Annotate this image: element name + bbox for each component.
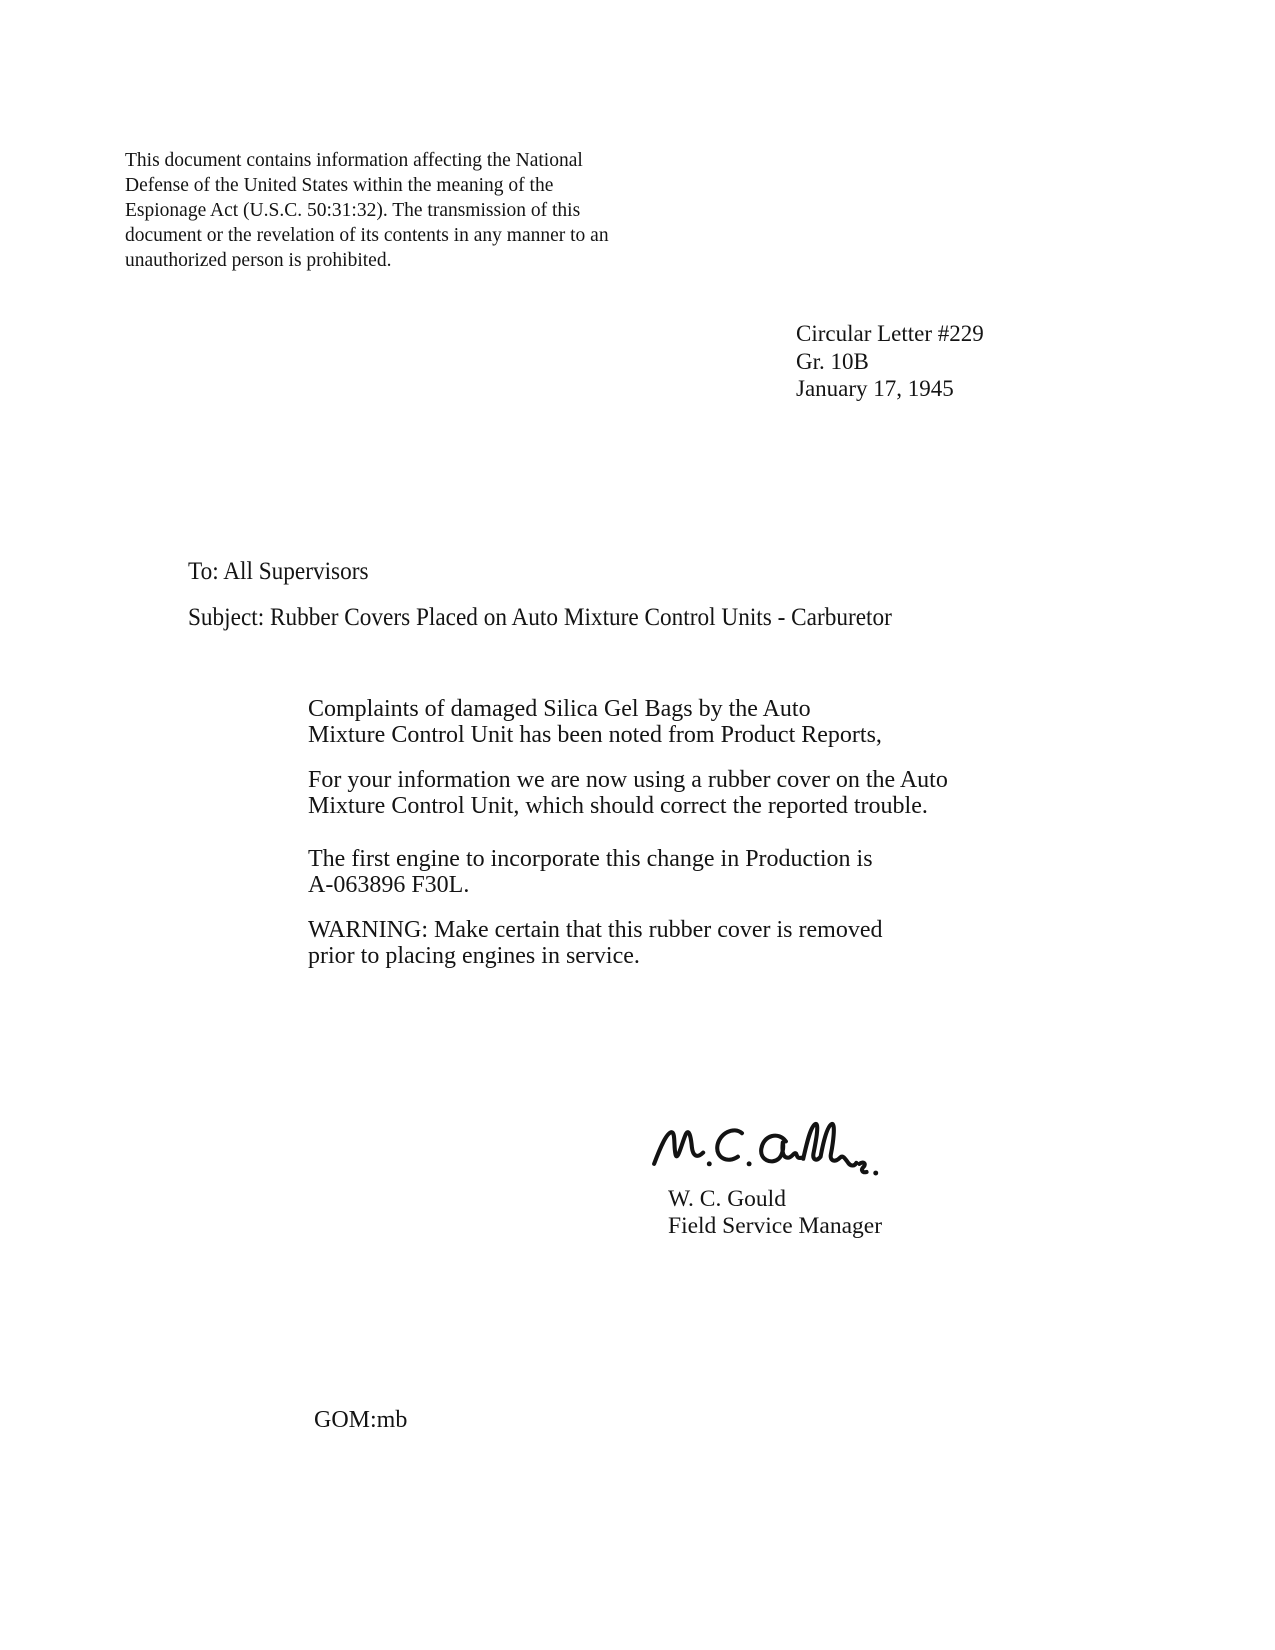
body-paragraph-4 xyxy=(308,918,883,969)
classification-notice xyxy=(125,148,609,273)
paragraph-line: A-063896 F30L. xyxy=(308,871,470,898)
signature-block xyxy=(668,1186,882,1239)
signature-icon xyxy=(648,1110,888,1185)
notice-line: unauthorized person is prohibited. xyxy=(125,250,392,271)
group-number: Gr. 10B xyxy=(796,348,869,374)
signer-title: Field Service Manager xyxy=(668,1212,883,1239)
paragraph-line: Mixture Control Unit, which should correct the reported trouble. xyxy=(308,792,928,819)
paragraph-line: Complaints of damaged Silica Gel Bags by the Auto xyxy=(308,696,811,722)
notice-line: Espionage Act (U.S.C. 50:31:32). The transmission of this xyxy=(125,200,581,221)
circular-letter-number: Circular Letter #229 xyxy=(796,321,984,346)
paragraph-line: WARNING: Make certain that this rubber cover is removed xyxy=(308,917,883,943)
to-line: To: All Supervisors xyxy=(188,558,369,585)
notice-line: document or the revelation of its contents in any manner to an xyxy=(125,225,609,246)
paragraph-line: Mixture Control Unit has been noted from Product Reports, xyxy=(308,721,882,748)
body-paragraph-1 xyxy=(308,697,882,748)
letter-date: January 17, 1945 xyxy=(796,376,954,401)
signer-name: W. C. Gould xyxy=(668,1186,786,1212)
body-paragraph-3 xyxy=(308,847,873,898)
letter-header xyxy=(796,320,984,403)
subject-line: Subject: Rubber Covers Placed on Auto Mixture Control Units - Carburetor xyxy=(188,604,892,631)
handwritten-signature xyxy=(648,1110,888,1185)
paragraph-line: For your information we are now using a rubber cover on the Auto xyxy=(308,767,948,793)
notice-line: This document contains information affecting the National xyxy=(125,150,583,171)
typist-reference: GOM:mb xyxy=(314,1407,408,1433)
body-paragraph-2 xyxy=(308,768,948,819)
notice-line: Defense of the United States within the meaning of the xyxy=(125,175,554,196)
paragraph-line: The first engine to incorporate this change in Production is xyxy=(308,846,873,872)
paragraph-line: prior to placing engines in service. xyxy=(308,942,640,969)
